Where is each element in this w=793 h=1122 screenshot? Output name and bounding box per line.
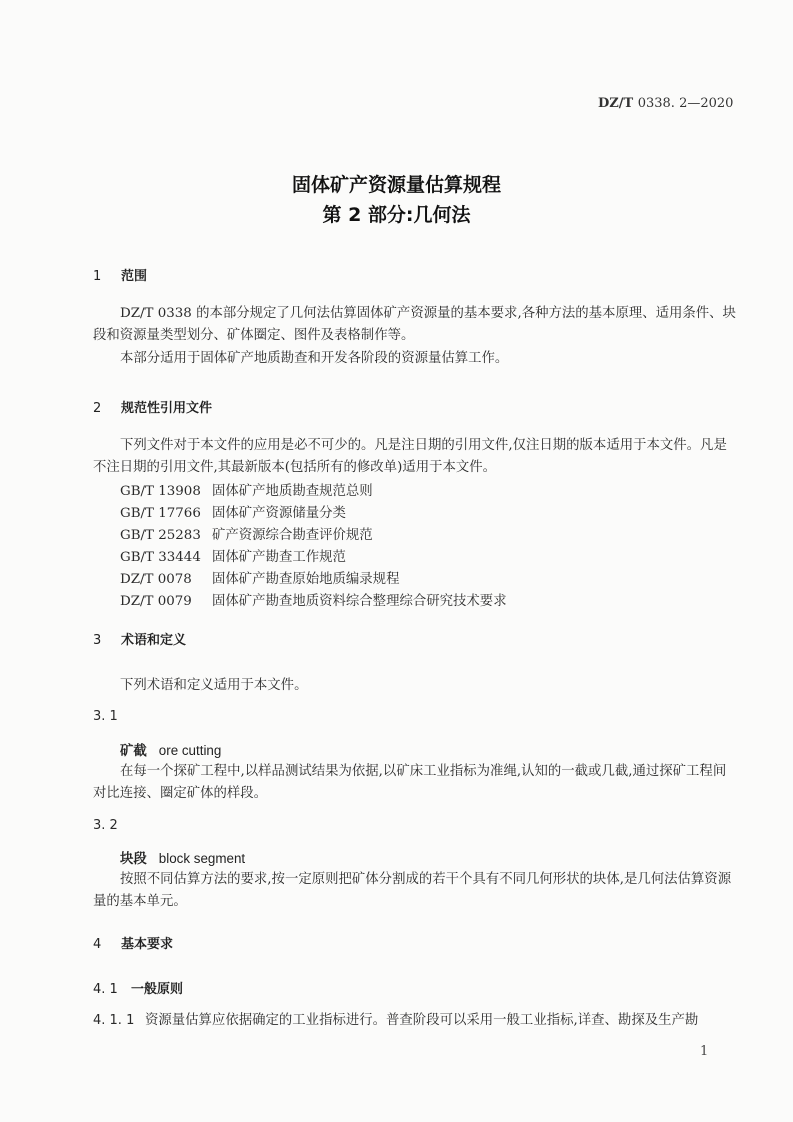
- reference-item: [120, 481, 373, 503]
- reference-name: 固体矿产勘查原始地质编录规程: [212, 572, 400, 587]
- reference-name: 固体矿产勘查地质资料综合整理综合研究技术要求: [212, 594, 507, 609]
- section-title: 规范性引用文件: [121, 401, 213, 416]
- subsection-4-1-heading: [93, 978, 183, 997]
- reference-name: 矿产资源综合勘查评价规范: [212, 528, 373, 543]
- term-heading: [120, 848, 245, 867]
- standard-prefix: DZ/T: [598, 96, 634, 111]
- section-number: 2: [93, 401, 102, 416]
- term-definition: 按照不同估算方法的要求,按一定原则把矿体分割成的若干个具有不同几何形状的块体,是几何法估算资源量的基本单元。: [93, 872, 732, 909]
- term-chinese: 矿截: [120, 744, 147, 759]
- section-3-paragraph-1: 下列术语和定义适用于本文件。: [120, 678, 308, 693]
- reference-name: 固体矿产勘查工作规范: [212, 550, 346, 565]
- term-chinese: 块段: [120, 852, 147, 867]
- section-title: 术语和定义: [121, 633, 187, 648]
- reference-name: 固体矿产地质勘查规范总则: [212, 484, 373, 499]
- section-4-heading: [93, 933, 173, 952]
- term-number: 3. 1: [93, 709, 118, 724]
- term-english: ore cutting: [158, 743, 222, 758]
- section-title: 范围: [121, 269, 148, 284]
- reference-name: 固体矿产资源储量分类: [212, 506, 346, 521]
- reference-code: GB/T 25283: [120, 528, 201, 543]
- section-3-heading: [93, 629, 186, 648]
- page-number: 1: [700, 1044, 709, 1059]
- document-subtitle: 第 2 部分:几何法: [322, 204, 471, 226]
- header-standard-code: [598, 96, 733, 111]
- section-2-heading: [93, 397, 212, 416]
- section-2-paragraph-1: 下列文件对于本文件的应用是必不可少的。凡是注日期的引用文件,仅注日期的版本适用于本文件。凡是不注日期的引用文件,其最新版本(包括所有的修改单)适用于本文件。: [93, 438, 727, 475]
- clause-text: 资源量估算应依据确定的工业指标进行。普查阶段可以采用一般工业指标,详查、勘探及生产勘: [145, 1013, 699, 1028]
- section-number: 1: [93, 269, 102, 284]
- section-title: 基本要求: [121, 937, 174, 952]
- term-heading: [120, 740, 221, 759]
- reference-item: [120, 525, 373, 547]
- term-number: 3. 2: [93, 818, 118, 833]
- reference-item: [120, 591, 507, 613]
- reference-item: [120, 503, 346, 525]
- term-definition: 在每一个探矿工程中,以样品测试结果为依据,以矿床工业指标为准绳,认知的一截或几截,通过探矿工程间对比连接、圈定矿体的样段。: [93, 764, 727, 801]
- reference-code: GB/T 17766: [120, 506, 201, 521]
- reference-item: [120, 547, 346, 569]
- subsection-title: 一般原则: [131, 982, 184, 997]
- section-1-heading: [93, 265, 147, 284]
- clause-4-1-1: [93, 1010, 698, 1032]
- term-english: block segment: [158, 851, 246, 866]
- section-number: 4: [93, 937, 102, 952]
- section-1-paragraph-1: DZ/T 0338 的本部分规定了几何法估算固体矿产资源量的基本要求,各种方法的基本原理、适用条件、块段和资源量类型划分、矿体圈定、图件及表格制作等。: [93, 306, 736, 343]
- document-title: 固体矿产资源量估算规程: [291, 174, 501, 196]
- reference-code: GB/T 13908: [120, 484, 201, 499]
- section-1-paragraph-2: 本部分适用于固体矿产地质勘查和开发各阶段的资源量估算工作。: [120, 351, 509, 366]
- standard-number: 0338. 2—2020: [637, 96, 734, 111]
- section-number: 3: [93, 633, 102, 648]
- subsection-number: 4. 1: [93, 982, 118, 997]
- reference-code: DZ/T 0078: [120, 572, 192, 587]
- reference-code: DZ/T 0079: [120, 594, 192, 609]
- reference-code: GB/T 33444: [120, 550, 201, 565]
- clause-number: 4. 1. 1: [93, 1013, 135, 1028]
- reference-item: [120, 569, 399, 591]
